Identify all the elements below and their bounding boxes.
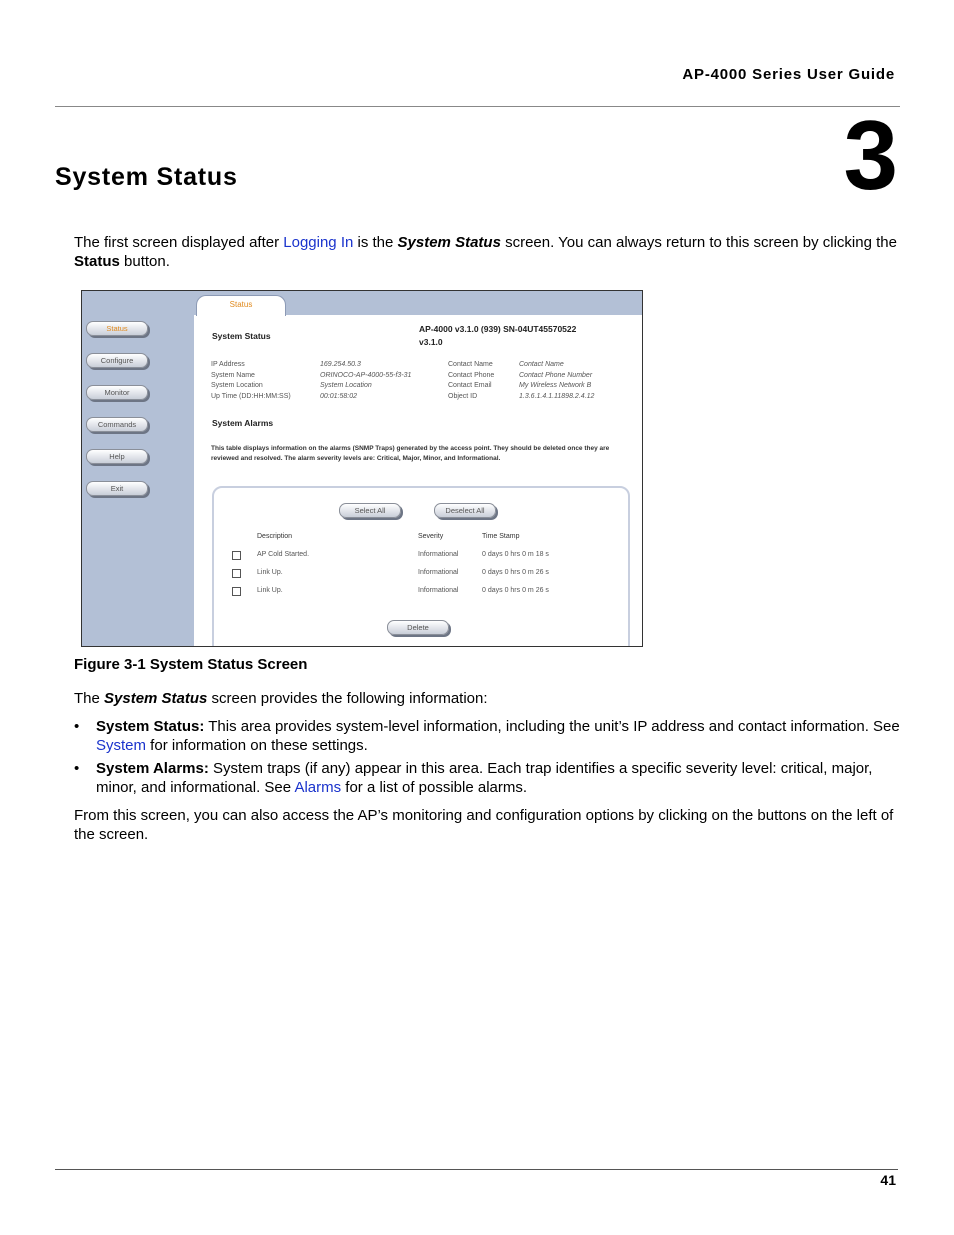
- alarm-timestamp: 0 days 0 hrs 0 m 26 s: [482, 587, 549, 594]
- delete-button[interactable]: Delete: [387, 620, 449, 635]
- row-checkbox[interactable]: [232, 551, 241, 560]
- field-value: 00:01:58:02: [320, 393, 357, 400]
- header-rule: [55, 106, 900, 107]
- field-label: IP Address: [211, 361, 245, 368]
- field-value: Contact Name: [519, 361, 564, 368]
- nav-status-button[interactable]: Status: [86, 321, 148, 336]
- field-label: Object ID: [448, 393, 478, 400]
- status-heading: System Status: [212, 331, 271, 341]
- field-label: Contact Email: [448, 382, 492, 389]
- bullet-system-alarms: • System Alarms: System traps (if any) appear in this area. Each trap identifies a specific severity level: critical, major, minor, and informational. See Alarms for a list of possible alarms.: [74, 760, 873, 796]
- column-header-description: Description: [257, 533, 293, 540]
- running-header: AP-4000 Series User Guide: [682, 66, 895, 83]
- nav-exit-button[interactable]: Exit: [86, 481, 148, 496]
- nav-configure-button[interactable]: Configure: [86, 353, 148, 368]
- bullet-marker: •: [74, 760, 80, 777]
- bullet-marker: •: [74, 718, 80, 735]
- alarm-severity: Informational: [418, 569, 459, 576]
- column-header-timestamp: Time Stamp: [482, 533, 520, 540]
- section-title: System Status: [55, 163, 238, 191]
- nav-commands-button[interactable]: Commands: [86, 417, 148, 432]
- logging-in-link[interactable]: Logging In: [283, 234, 354, 251]
- nav-help-button[interactable]: Help: [86, 449, 148, 464]
- alarm-description: AP Cold Started.: [257, 551, 310, 558]
- alarm-description: Link Up.: [257, 587, 283, 594]
- alarms-link[interactable]: Alarms: [294, 779, 342, 796]
- field-label: System Name: [211, 372, 255, 379]
- field-label: Contact Phone: [448, 372, 495, 379]
- field-value: Contact Phone Number: [519, 372, 593, 379]
- tab-status[interactable]: Status: [196, 295, 286, 316]
- provides-paragraph: The System Status screen provides the following information:: [74, 690, 488, 707]
- alarms-heading: System Alarms: [212, 418, 274, 428]
- field-label: System Location: [211, 382, 263, 389]
- footer-rule: [55, 1169, 898, 1170]
- chapter-number: 3: [843, 100, 898, 210]
- row-checkbox[interactable]: [232, 587, 241, 596]
- screenshot-sidebar: [82, 291, 194, 646]
- page-number: 41: [880, 1172, 896, 1188]
- alarm-description: Link Up.: [257, 569, 283, 576]
- alarms-description: This table displays information on the alarms (SNMP Traps) generated by the access point. They should be deleted once they are reviewed and resolved. The alarm severity levels are: Critical, Major, Minor, and Informational.: [211, 445, 610, 462]
- field-value: 1.3.6.1.4.1.11898.2.4.12: [519, 393, 595, 400]
- field-value: ORINOCO-AP-4000-55-f3-31: [320, 372, 412, 379]
- closing-paragraph: From this screen, you can also access the AP’s monitoring and configuration options by clicking on the buttons on the left of the screen.: [74, 807, 894, 843]
- field-value: System Location: [320, 382, 372, 389]
- intro-paragraph: The first screen displayed after Logging In is the System Status screen. You can always return to this screen by clicking the Status button.: [74, 234, 897, 270]
- version-line: AP-4000 v3.1.0 (939) SN-04UT45570522: [419, 324, 577, 334]
- field-label: Up Time (DD:HH:MM:SS): [211, 393, 291, 400]
- bullet-system-status: • System Status: This area provides system-level information, including the unit’s IP address and contact information. See System for information on these settings.: [74, 718, 900, 754]
- field-value: 169.254.50.3: [320, 361, 361, 368]
- column-header-severity: Severity: [418, 533, 444, 540]
- row-checkbox[interactable]: [232, 569, 241, 578]
- version-sub: v3.1.0: [419, 337, 443, 347]
- figure-caption: Figure 3-1 System Status Screen: [74, 656, 308, 673]
- field-label: Contact Name: [448, 361, 493, 368]
- alarm-severity: Informational: [418, 551, 459, 558]
- deselect-all-button[interactable]: Deselect All: [434, 503, 496, 518]
- alarm-severity: Informational: [418, 587, 459, 594]
- alarm-timestamp: 0 days 0 hrs 0 m 18 s: [482, 551, 549, 558]
- system-link[interactable]: System: [96, 737, 147, 754]
- field-value: My Wireless Network B: [519, 382, 592, 389]
- alarm-timestamp: 0 days 0 hrs 0 m 26 s: [482, 569, 549, 576]
- system-status-screenshot: [81, 290, 643, 647]
- nav-monitor-button[interactable]: Monitor: [86, 385, 148, 400]
- select-all-button[interactable]: Select All: [339, 503, 401, 518]
